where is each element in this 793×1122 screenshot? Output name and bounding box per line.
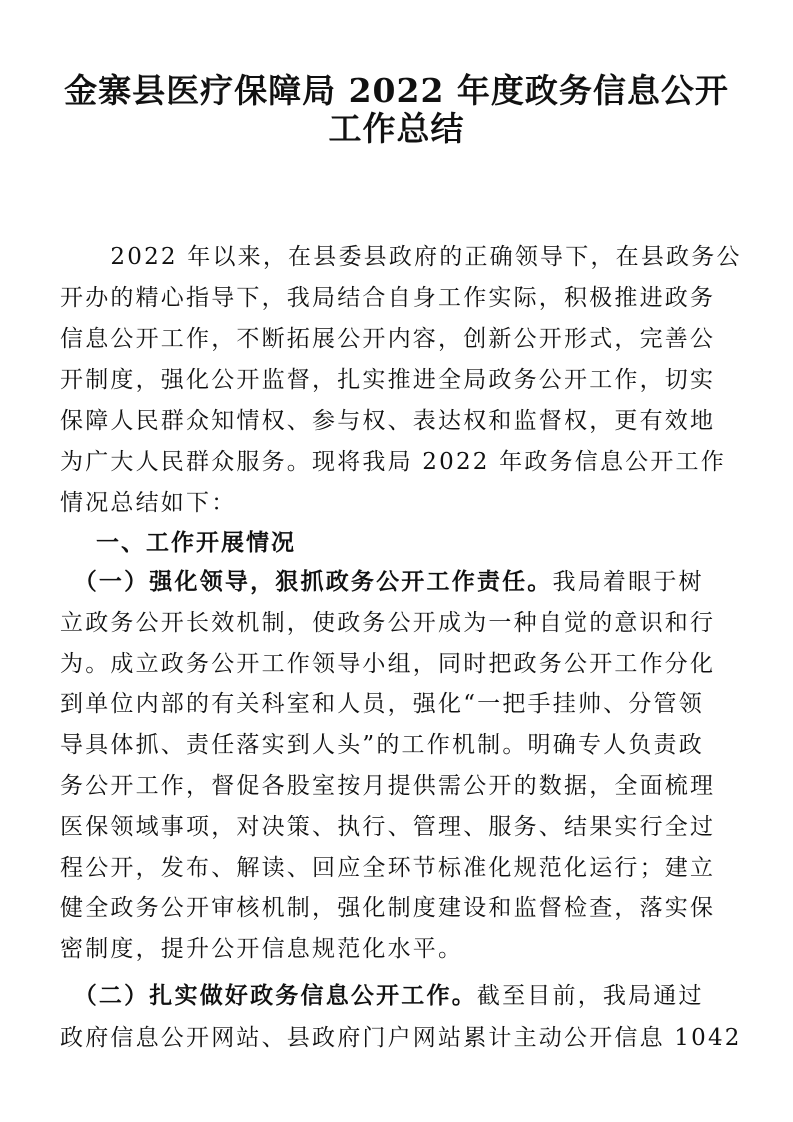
item2-paragraph	[60, 975, 742, 1059]
document-title-line-2: 工作总结	[328, 109, 465, 148]
text-line: 情况总结如下：	[60, 490, 237, 516]
text-line: 务公开工作，督促各股室按月提供需公开的数据，全面梳理	[60, 772, 716, 799]
text-line: 医保领域事项，对决策、执行、管理、服务、结果实行全过	[60, 813, 716, 840]
item2-first-line-rest: 截至目前，我局通过	[476, 983, 704, 1009]
item2-heading: （二）扎实做好政务信息公开工作。	[85, 982, 477, 1009]
item1-first-line-rest: 我局着眼于树	[552, 569, 704, 595]
text-line: 为。成立政务公开工作领导小组，同时把政务公开工作分化	[60, 650, 716, 677]
section-heading: 一、工作开展情况	[96, 529, 296, 556]
text-line	[60, 975, 732, 1017]
text-line: 2022 年以来，在县委县政府的正确领导下，在县政务公	[60, 244, 742, 270]
text-line: 程公开，发布、解读、回应全环节标准化规范化运行；建立	[60, 854, 716, 881]
text-line: 开制度，强化公开监督，扎实推进全局政务公开工作，切实	[60, 367, 716, 393]
text-line: 为广大人民群众服务。现将我局 2022 年政务信息公开工作	[60, 449, 726, 475]
item1-paragraph	[60, 562, 732, 970]
text-line: 开办的精心指导下，我局结合自身工作实际，积极推进政务	[60, 285, 716, 311]
document-title-line-1: 金寨县医疗保障局 2022 年度政务信息公开	[64, 71, 729, 110]
text-line	[60, 562, 732, 603]
text-line: 立政务公开长效机制，使政务公开成为一种自觉的意识和行	[60, 609, 716, 636]
item1-heading: （一）强化领导，狠抓政务公开工作责任。	[85, 568, 553, 595]
text-line: 密制度，提升公开信息规范化水平。	[60, 936, 464, 963]
text-line: 到单位内部的有关科室和人员，强化“一把手挂帅、分管领	[60, 691, 704, 718]
text-line: 信息公开工作，不断拓展公开内容，创新公开形式，完善公	[60, 326, 716, 352]
text-line: 健全政务公开审核机制，强化制度建设和监督检查，落实保	[60, 895, 716, 922]
text-line: 保障人民群众知情权、参与权、表达权和监督权，更有效地	[60, 408, 716, 434]
intro-paragraph	[60, 237, 742, 524]
text-line: 政府信息公开网站、县政府门户网站累计主动公开信息 1042	[60, 1025, 742, 1051]
text-line: 导具体抓、责任落实到人头”的工作机制。明确专人负责政	[60, 732, 704, 759]
